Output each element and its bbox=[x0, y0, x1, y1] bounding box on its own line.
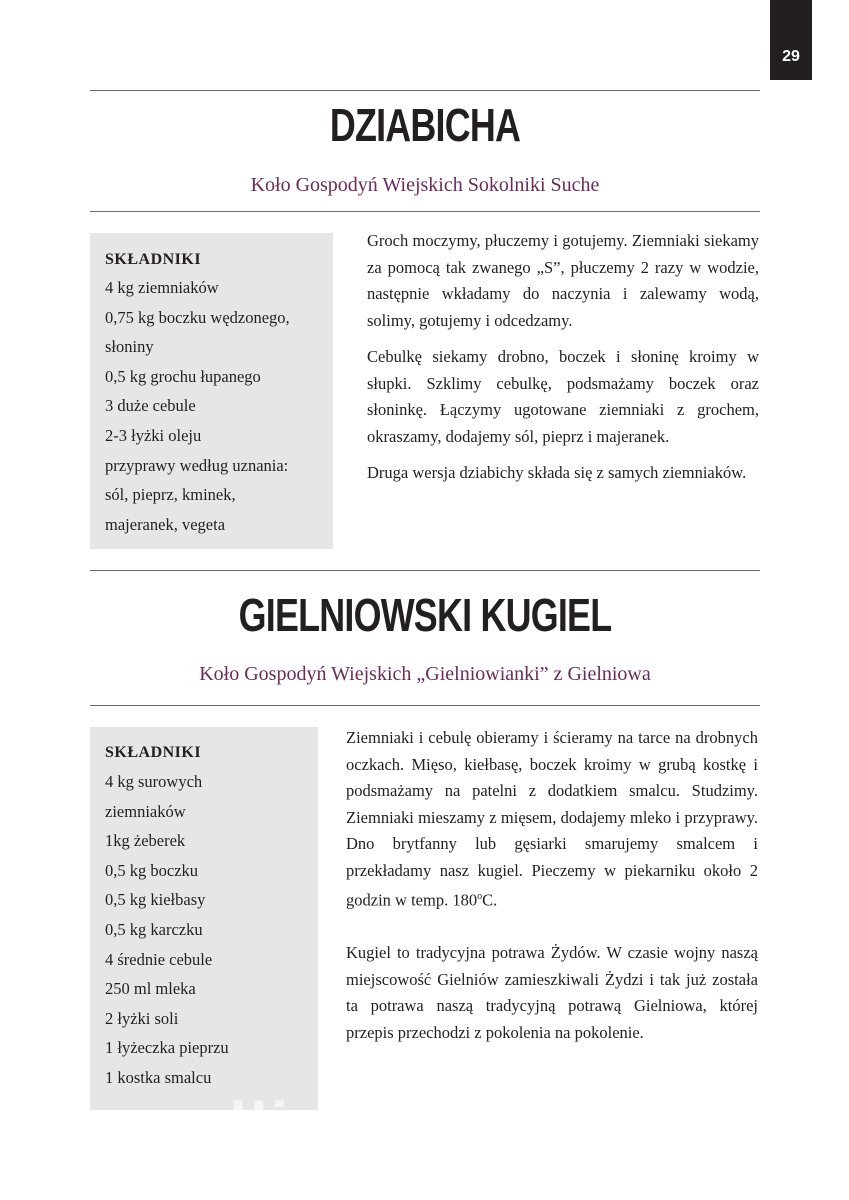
ingredient-item: majeranek, vegeta bbox=[105, 514, 226, 534]
recipe1-instructions bbox=[367, 228, 759, 497]
recipe1-title: DZIABICHA bbox=[329, 99, 521, 151]
ingredient-item: 1 łyżeczka pieprzu bbox=[105, 1038, 229, 1058]
recipe2-instructions bbox=[346, 725, 758, 1056]
ingredient-item: 0,5 kg boczku bbox=[105, 860, 199, 880]
recipe2-paragraph bbox=[346, 725, 758, 914]
recipe2-ingredients-heading: SKŁADNIKI bbox=[105, 744, 202, 761]
degree-superscript: o bbox=[477, 891, 483, 902]
page-number: 29 bbox=[782, 48, 800, 65]
ingredient-item: 1kg żeberek bbox=[105, 831, 186, 851]
recipe2-ingredients-list bbox=[105, 767, 318, 1093]
ingredient-item: 2 łyżki soli bbox=[105, 1008, 179, 1028]
recipe1-paragraph: Druga wersja dziabichy składa się z samych ziemniaków. bbox=[367, 463, 747, 482]
ingredient-item: przyprawy według uznania: bbox=[105, 455, 289, 475]
recipe1-ingredients-heading: SKŁADNIKI bbox=[105, 251, 202, 268]
section-divider bbox=[90, 570, 760, 571]
ingredient-item: 3 duże cebule bbox=[105, 396, 196, 416]
ingredient-item: 4 kg surowych bbox=[105, 772, 203, 791]
recipe2-ingredients-box bbox=[90, 727, 318, 1110]
recipe1-subtitle: Koło Gospodyń Wiejskich Sokolniki Suche bbox=[250, 174, 600, 196]
ingredient-item: 4 kg ziemniaków bbox=[105, 278, 219, 297]
ingredient-item: 0,5 kg grochu łupanego bbox=[105, 366, 261, 386]
ingredient-item: 0,5 kg karczku bbox=[105, 919, 203, 939]
top-divider bbox=[90, 90, 760, 91]
ingredient-item: sól, pieprz, kminek, bbox=[105, 485, 236, 505]
recipe2-paragraph: Kugiel to tradycyjna potrawa Żydów. W czasie wojny naszą miejscowość Gielniów zamieszkiwali Żydzi i tak już została ta potrawa naszą tradycyjną potrawą Gielniowa, której przepis przechodzi z pokolenia na pokolenie. bbox=[346, 943, 758, 1042]
recipe2-paragraph-end: C. bbox=[482, 890, 498, 910]
recipe2-paragraph-text: Ziemniaki i cebulę obieramy i ścieramy na tarce na drobnych oczkach. Mięso, kiełbasę, boczek kroimy w grubą kostkę i podsmażamy na patelni z dodatkiem smalcu. Studzimy. Ziemniaki mieszamy z mięsem, dodajemy mleko i przyprawy. Dno brytfanny lub gęsiarki smarujemy smalcem i przekładamy nasz kugiel. Pieczemy w piekarniku około 2 godzin w temp. 180 bbox=[346, 728, 758, 910]
recipe2-title: GIELNIOWSKI KUGIEL bbox=[238, 589, 612, 641]
ingredient-item: 4 średnie cebule bbox=[105, 949, 213, 969]
page-number-tab bbox=[770, 0, 812, 80]
recipe2-subtitle: Koło Gospodyń Wiejskich „Gielniowianki” z Gielniowa bbox=[199, 663, 651, 685]
ingredient-item: słoniny bbox=[105, 337, 154, 357]
ingredient-item: 250 ml mleka bbox=[105, 979, 196, 999]
ingredient-item: 0,75 kg boczku wędzonego, bbox=[105, 307, 290, 327]
watermark: wedlinydomowe.pl bbox=[116, 1089, 734, 1161]
ingredient-item: 0,5 kg kiełbasy bbox=[105, 890, 206, 910]
ingredient-item: 1 kostka smalcu bbox=[105, 1067, 212, 1087]
recipe1-paragraph: Groch moczymy, płuczemy i gotujemy. Ziemniaki siekamy za pomocą tak zwanego „S”, płuczemy 2 razy w wodzie, następnie wkładamy do naczynia i zalewamy wodą, solimy, gotujemy i odcedzamy. bbox=[367, 231, 759, 330]
recipe1-ingredients-list bbox=[105, 273, 333, 539]
recipe2-subtitle-divider bbox=[90, 705, 760, 706]
recipe1-paragraph: Cebulkę siekamy drobno, boczek i słoninę kroimy w słupki. Szklimy cebulkę, podsmażamy boczek oraz słoninkę. Łączymy ugotowane ziemniaki z grochem, okraszamy, dodajemy sól, pieprz i majeranek. bbox=[367, 347, 759, 446]
recipe1-subtitle-divider bbox=[90, 211, 760, 212]
ingredient-item: ziemniaków bbox=[105, 801, 186, 821]
ingredient-item: 2-3 łyżki oleju bbox=[105, 425, 202, 445]
recipe1-ingredients-box bbox=[90, 233, 333, 549]
